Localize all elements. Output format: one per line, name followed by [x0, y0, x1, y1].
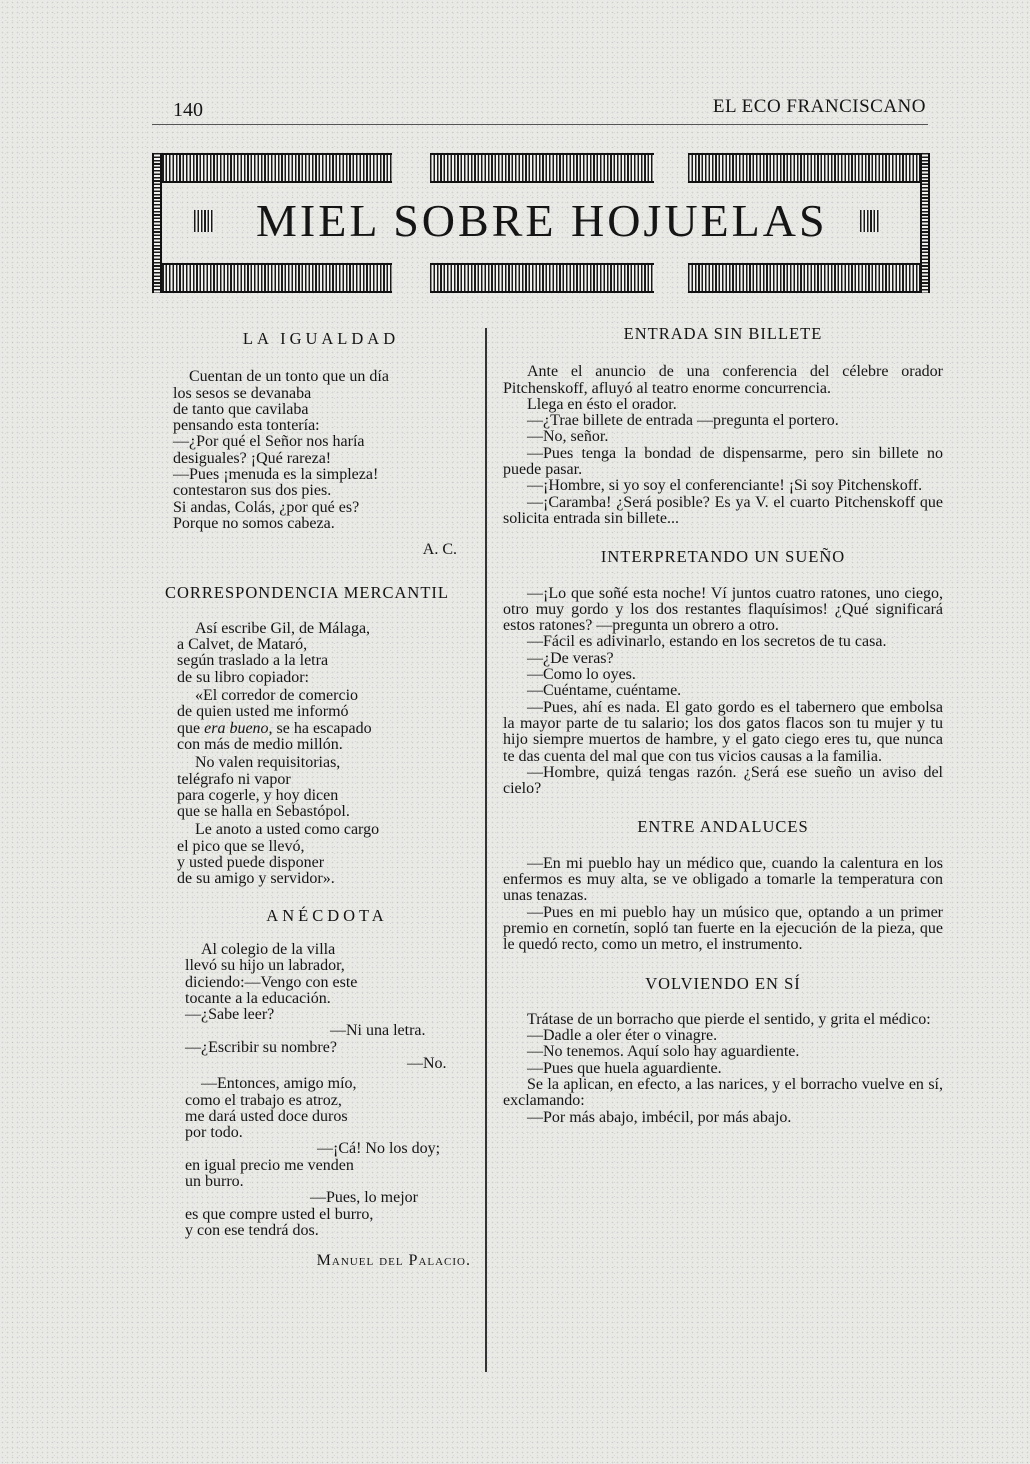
banner-bar-bottom-center [430, 263, 654, 293]
verse-line: es que compre usted el burro, [185, 1205, 374, 1223]
verse-line: —¿Escribir su nombre? [185, 1038, 337, 1056]
paragraph: —No tenemos. Aquí solo hay aguardiente. [527, 1043, 800, 1061]
section-title-correspondencia: CORRESPONDENCIA MERCANTIL [165, 582, 449, 602]
verse-line: para cogerle, y hoy dicen [177, 786, 339, 804]
author-signature: Manuel del Palacio. [316, 1252, 471, 1270]
section-title-anecdota: ANÉCDOTA [266, 905, 388, 925]
verse-line: desiguales? ¡Qué rareza! [173, 449, 332, 467]
banner-bar-bottom-right [688, 263, 930, 293]
paragraph: —¿Trae billete de entrada —pregunta el portero. [527, 412, 839, 430]
left-column [165, 322, 477, 1270]
section-title-andaluces: ENTRE ANDALUCES [637, 817, 809, 837]
paragraph: —¿De veras? [527, 649, 614, 667]
right-column [503, 322, 943, 1126]
verse-line: de su amigo y servidor». [177, 870, 335, 888]
verse-line: según traslado a la letra [177, 652, 329, 670]
paragraph: —Dadle a oler éter o vinagre. [527, 1027, 718, 1045]
verse-line: los sesos se devanaba [173, 384, 312, 402]
paragraph: —¡Hombre, si yo soy el conferenciante! ¡Si soy Pitchenskoff. [527, 477, 923, 495]
verse-line: Le anoto a usted como cargo [195, 821, 380, 839]
paragraph: —Pues que huela aguardiente. [527, 1059, 722, 1077]
verse-line: que era bueno, se ha escapado [177, 719, 372, 737]
header-rule [152, 124, 928, 125]
banner-bar-top-center [430, 153, 654, 183]
verse-line: como el trabajo es atroz, [185, 1091, 342, 1109]
verse-line: de su libro copiador: [177, 668, 309, 686]
verse-line: pensando esta tontería: [173, 417, 320, 435]
verse-line: Si andas, Colás, ¿por qué es? [173, 498, 360, 516]
verse-line: —Entonces, amigo mío, [201, 1075, 357, 1093]
paragraph: —Fácil es adivinarlo, estando en los secretos de tu casa. [527, 633, 887, 651]
verse-line: de quien usted me informó [177, 703, 349, 721]
verse-line: «El corredor de comercio [195, 687, 359, 705]
poem-la-igualdad [165, 369, 477, 532]
verse-line: —¿Sabe leer? [185, 1006, 275, 1024]
paragraph: —Pues, ahí es nada. El gato gordo es el tabernero que embolsa la mayor parte de tu salario; los dos gatos flacos son tu mujer y tu hijo siempre muertos de hambre, y el gato ciego eres tu, que nunca te das cuenta del mal que con tus vicios causas a la familia. [503, 698, 943, 765]
paragraph: Se la aplican, en efecto, a las narices, y el borracho vuelve en sí, exclamando: [503, 1075, 943, 1110]
verse-line: —Pues ¡menuda es la simpleza! [173, 466, 379, 484]
paragraph: —Como lo oyes. [527, 666, 636, 684]
verse-line: y con ese tendrá dos. [185, 1221, 319, 1239]
section-title-la-igualdad: LA IGUALDAD [242, 329, 400, 348]
verse-line: Al colegio de la villa [201, 940, 336, 958]
banner-bar-top-right [688, 153, 930, 183]
running-head: EL ECO FRANCISCANO [712, 96, 926, 117]
paragraph: —¡Lo que soñé esta noche! Ví juntos cuatro ratones, uno ciego, otro muy gordo y los dos restantes flaquísimos! ¿Qué significará estos ratones? —pregunta un obrero a otro. [503, 584, 943, 635]
banner-ornament-right [860, 210, 880, 232]
verse-line: telégrafo ni vapor [177, 770, 291, 788]
article-sueno [503, 586, 943, 798]
poem-anecdota [165, 942, 477, 1239]
verse-line: tocante a la educación. [185, 989, 331, 1007]
verse-line: y usted puede disponer [177, 854, 325, 872]
paragraph: —Por más abajo, imbécil, por más abajo. [527, 1108, 792, 1126]
paragraph: Llega en ésto el orador. [527, 395, 677, 413]
section-title-volviendo: VOLVIENDO EN SÍ [645, 973, 801, 993]
paragraph: —Pues tenga la bondad de dispensarme, pero sin billete no puede pasar. [503, 444, 943, 479]
banner-bar-top-left [152, 153, 392, 183]
banner-bar-bottom-left [152, 263, 392, 293]
verse-line: me dará usted doce duros [185, 1107, 348, 1125]
verse-line: No valen requisitorias, [195, 754, 341, 772]
verse-line: a Calvet, de Mataró, [177, 636, 308, 654]
verse-line: —No. [407, 1054, 447, 1072]
paragraph: —Pues en mi pueblo hay un músico que, optando a un primer premio en cornetín, sopló tan fuerte en la ejecución de la pieza, que le quedó recto, como un metro, el instrumento. [503, 903, 943, 954]
column-divider [485, 328, 487, 1372]
verse-line: que se halla en Sebastópol. [177, 803, 350, 821]
banner-side-left [152, 153, 162, 293]
banner-ornament-left [194, 210, 214, 232]
verse-line: con más de medio millón. [177, 735, 343, 753]
verse-line: Así escribe Gil, de Málaga, [195, 619, 371, 637]
verse-line: —Pues, lo mejor [310, 1189, 418, 1207]
paragraph: —No, señor. [527, 428, 609, 446]
verse-line: el pico que se llevó, [177, 837, 305, 855]
section-banner [152, 153, 930, 293]
banner-title: MIEL SOBRE HOJUELAS [256, 195, 828, 246]
section-title-entrada: ENTRADA SIN BILLETE [623, 324, 823, 343]
verse-line: por todo. [185, 1124, 243, 1142]
verse-line: diciendo:—Vengo con este [185, 973, 358, 991]
verse-line: de tanto que cavilaba [173, 400, 309, 418]
verse-line: Porque no somos cabeza. [173, 514, 335, 532]
poem-correspondencia [165, 621, 477, 888]
page-number: 140 [173, 99, 203, 121]
paragraph: —Cuéntame, cuéntame. [527, 682, 682, 700]
paragraph: Trátase de un borracho que pierde el sentido, y grita el médico: [527, 1010, 931, 1028]
verse-line: en igual precio me venden [185, 1156, 354, 1174]
verse-line: —¿Por qué el Señor nos haría [173, 433, 365, 451]
signature: A. C. [422, 541, 457, 559]
paragraph: —Hombre, quizá tengas razón. ¿Será ese sueño un aviso del cielo? [503, 763, 943, 798]
verse-line: contestaron sus dos pies. [173, 482, 332, 500]
verse-line: Cuentan de un tonto que un día [189, 368, 389, 386]
verse-line: un burro. [185, 1173, 244, 1191]
paragraph: —En mi pueblo hay un médico que, cuando la calentura en los enfermos es muy alta, se ve obligado a tomarle la temperatura con unas tenazas. [503, 854, 943, 905]
banner-side-right [920, 153, 930, 293]
article-andaluces [503, 856, 943, 954]
article-entrada [503, 364, 943, 527]
section-title-sueno: INTERPRETANDO UN SUEÑO [600, 547, 846, 567]
verse-line: —Ni una letra. [330, 1022, 426, 1040]
paragraph: —¡Caramba! ¿Será posible? Es ya V. el cuarto Pitchenskoff que solicita entrada sin billete... [503, 493, 943, 527]
article-volviendo [503, 1012, 943, 1126]
paragraph: Ante el anuncio de una conferencia del célebre orador Pitchenskoff, afluyó al teatro enorme concurrencia. [503, 363, 943, 397]
verse-line: llevó su hijo un labrador, [185, 957, 345, 975]
verse-line: —¡Cá! No los doy; [317, 1140, 441, 1158]
